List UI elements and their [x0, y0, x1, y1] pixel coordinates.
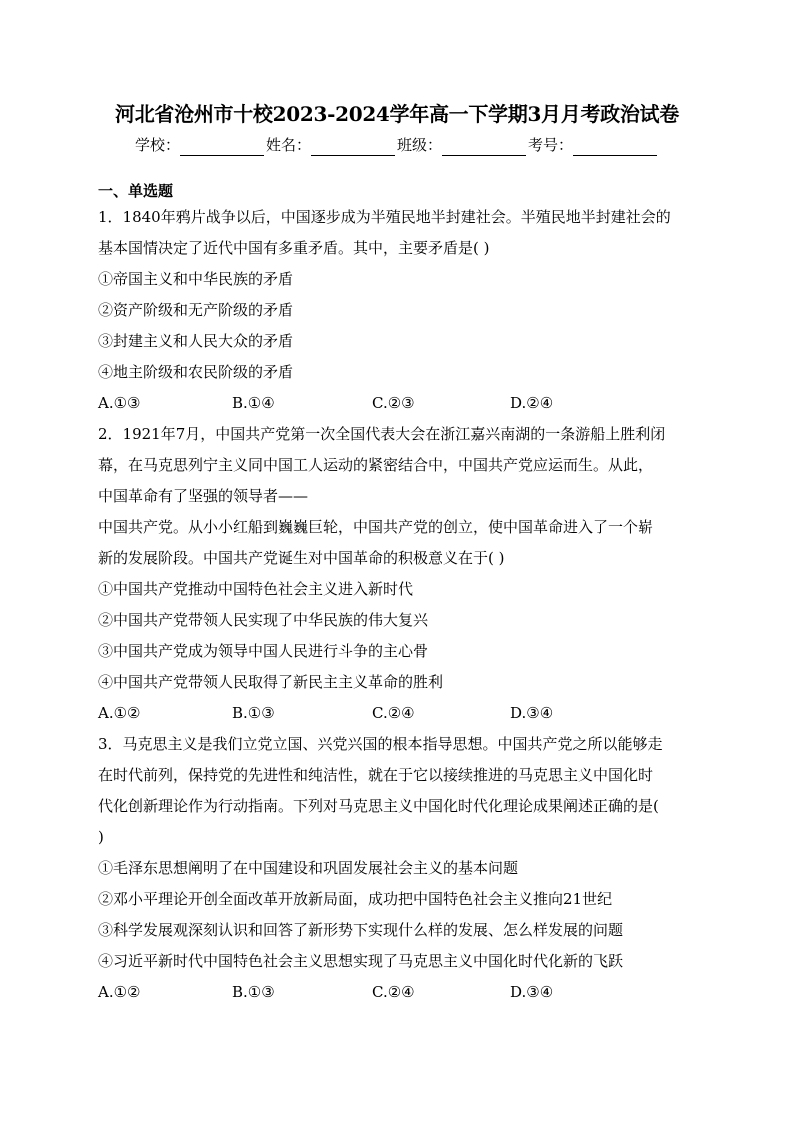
class-blank: [442, 139, 526, 156]
answer-choices: [98, 977, 696, 1008]
answer-choice-a: A.①②: [98, 983, 141, 1001]
section-heading: 一、单选题: [98, 182, 174, 200]
question-2-stem: [98, 419, 696, 574]
stem-line: 中国共产党。从小小红船到巍巍巨轮，中国共产党的创立，使中国革命进入了一个崭: [98, 518, 654, 536]
answer-choices: [98, 698, 696, 729]
question-1: [98, 202, 696, 419]
exam-no-field: [528, 134, 659, 156]
answer-choice-d: D.②④: [510, 394, 554, 412]
statement-option: ④中国共产党带领人民取得了新民主主义革命的胜利: [98, 673, 444, 691]
school-label: 学校：: [134, 136, 180, 154]
stem-line: 幕，在马克思列宁主义同中国工人运动的紧密结合中，中国共产党应运而生。从此，: [98, 456, 654, 474]
class-field: [397, 134, 528, 156]
statement-option: ③中国共产党成为领导中国人民进行斗争的主心骨: [98, 642, 429, 660]
question-2: [98, 419, 696, 729]
question-3-stem: [98, 729, 696, 853]
stem-line: 3．马克思主义是我们立党立国、兴党兴国的根本指导思想。中国共产党之所以能够走: [98, 735, 663, 753]
answer-choice-c: C.②④: [372, 704, 415, 722]
answer-choice-d: D.③④: [510, 704, 554, 722]
school-blank: [180, 139, 264, 156]
question-1-stem: [98, 202, 696, 264]
answer-choices: [98, 388, 696, 419]
statement-option: ②邓小平理论开创全面改革开放新局面，成功把中国特色社会主义推向21世纪: [98, 890, 613, 908]
answer-choice-b: B.①③: [232, 704, 275, 722]
school-field: [135, 134, 266, 156]
answer-choice-c: C.②④: [372, 983, 415, 1001]
statement-option: ①中国共产党推动中国特色社会主义进入新时代: [98, 580, 414, 598]
stem-line: 基本国情决定了近代中国有多重矛盾。其中，主要矛盾是( ): [98, 239, 490, 257]
class-label: 班级：: [397, 136, 443, 154]
answer-choice-c: C.②③: [372, 394, 415, 412]
statement-option: ④地主阶级和农民阶级的矛盾: [98, 363, 294, 381]
stem-line: 在时代前列，保持党的先进性和纯洁性，就在于它以接续推进的马克思主义中国化时: [98, 766, 654, 784]
stem-line: 1．1840年鸦片战争以后，中国逐步成为半殖民地半封建社会。半殖民地半封建社会的: [98, 208, 671, 226]
statement-option: ③科学发展观深刻认识和回答了新形势下实现什么样的发展、怎么样发展的问题: [98, 921, 624, 939]
statement-option: ④习近平新时代中国特色社会主义思想实现了马克思主义中国化时代化新的飞跃: [98, 952, 624, 970]
name-label: 姓名：: [265, 136, 311, 154]
statement-option: ①帝国主义和中华民族的矛盾: [98, 270, 294, 288]
student-info-row: [0, 134, 794, 156]
statement-option: ①毛泽东思想阐明了在中国建设和巩固发展社会主义的基本问题: [98, 859, 519, 877]
question-list: [98, 202, 696, 1008]
question-3: [98, 729, 696, 1008]
name-blank: [311, 139, 395, 156]
answer-choice-a: A.①③: [98, 394, 141, 412]
answer-choice-b: B.①③: [232, 983, 275, 1001]
answer-choice-b: B.①④: [232, 394, 275, 412]
stem-line: 新的发展阶段。中国共产党诞生对中国革命的积极意义在于( ): [98, 549, 505, 567]
stem-line: 2．1921年7月，中国共产党第一次全国代表大会在浙江嘉兴南湖的一条游船上胜利闭: [98, 425, 666, 443]
answer-choice-d: D.③④: [510, 983, 554, 1001]
stem-line: 代化创新理论作为行动指南。下列对马克思主义中国化时代化理论成果阐述正确的是(: [98, 797, 659, 815]
statement-option: ②中国共产党带领人民实现了中华民族的伟大复兴: [98, 611, 429, 629]
exam-no-blank: [573, 139, 657, 156]
statement-option: ③封建主义和人民大众的矛盾: [98, 332, 294, 350]
name-field: [266, 134, 397, 156]
stem-line: 中国革命有了坚强的领导者——: [98, 487, 309, 505]
page-title: 河北省沧州市十校2023-2024学年高一下学期3月月考政治试卷: [115, 102, 679, 126]
stem-line: ): [98, 828, 104, 846]
exam-no-label: 考号：: [528, 136, 574, 154]
statement-option: ②资产阶级和无产阶级的矛盾: [98, 301, 294, 319]
answer-choice-a: A.①②: [98, 704, 141, 722]
